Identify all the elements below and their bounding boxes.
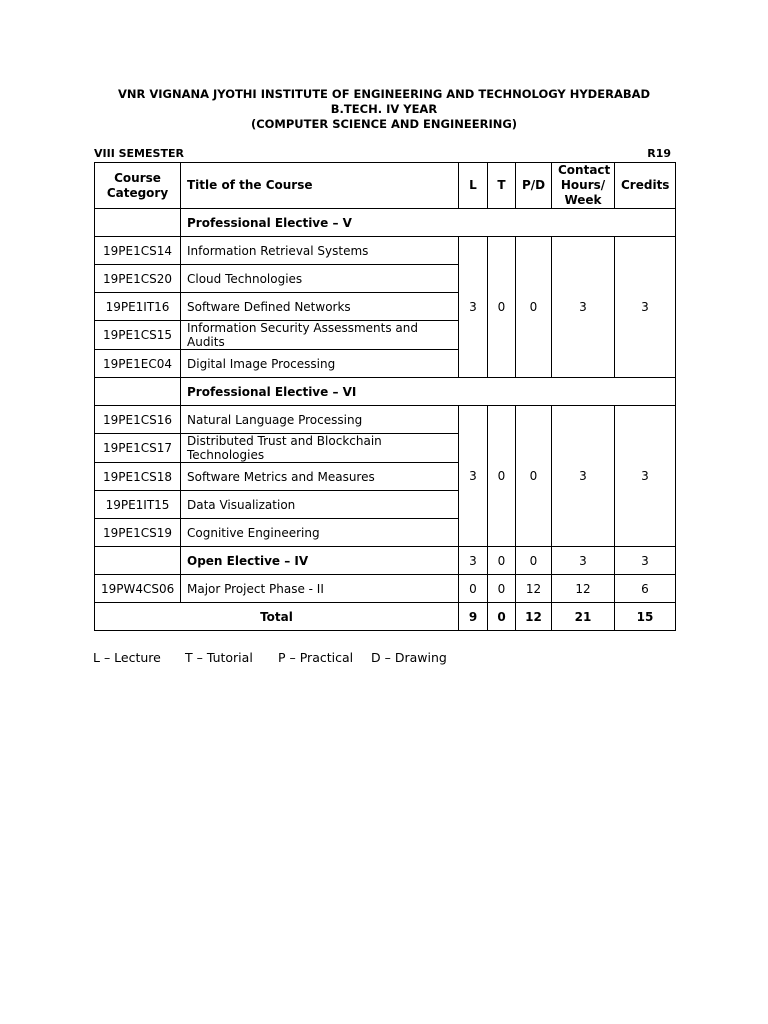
course-title: Information Security Assessments and Audits [181, 321, 459, 350]
course-title: Data Visualization [181, 491, 459, 519]
pe5-t: 0 [488, 237, 516, 378]
header-l: L [459, 163, 488, 209]
project-l: 0 [459, 575, 488, 603]
institute-name: VNR VIGNANA JYOTHI INSTITUTE OF ENGINEERING AND TECHNOLOGY HYDERABAD [117, 87, 651, 101]
pe5-contact-hours: 3 [552, 237, 615, 378]
course-code: 19PE1CS20 [95, 265, 181, 293]
pe6-t: 0 [488, 406, 516, 547]
project-row [95, 575, 676, 603]
table-header-row [95, 163, 676, 209]
pe5-pd: 0 [516, 237, 552, 378]
header-course-title: Title of the Course [181, 163, 459, 209]
open-elective-row [95, 547, 676, 575]
project-credits: 6 [615, 575, 676, 603]
oe4-pd: 0 [516, 547, 552, 575]
total-contact-hours: 21 [552, 603, 615, 631]
course-title: Distributed Trust and Blockchain Technologies [181, 434, 459, 463]
header-contact-hours: Contact Hours/ Week [552, 163, 615, 209]
pe6-credits: 3 [615, 406, 676, 547]
course-title: Natural Language Processing [181, 406, 459, 434]
table-row [95, 406, 676, 434]
course-code: 19PW4CS06 [95, 575, 181, 603]
total-credits: 15 [615, 603, 676, 631]
table-row [95, 237, 676, 265]
oe4-contact-hours: 3 [552, 547, 615, 575]
course-title: Cognitive Engineering [181, 519, 459, 547]
course-code: 19PE1CS16 [95, 406, 181, 434]
project-pd: 12 [516, 575, 552, 603]
regulation-label: R19 [647, 147, 671, 160]
course-title: Digital Image Processing [181, 350, 459, 378]
course-code: 19PE1EC04 [95, 350, 181, 378]
course-code: 19PE1IT15 [95, 491, 181, 519]
course-code: 19PE1CS14 [95, 237, 181, 265]
section-row-pe5 [95, 209, 676, 237]
header-credits: Credits [615, 163, 676, 209]
legend-tutorial: T – Tutorial [185, 650, 253, 665]
project-contact-hours: 12 [552, 575, 615, 603]
course-title: Information Retrieval Systems [181, 237, 459, 265]
pe6-l: 3 [459, 406, 488, 547]
semester-label: VIII SEMESTER [94, 147, 184, 160]
project-t: 0 [488, 575, 516, 603]
total-t: 0 [488, 603, 516, 631]
header-course-category: Course Category [95, 163, 181, 209]
course-title: Software Defined Networks [181, 293, 459, 321]
course-code: 19PE1IT16 [95, 293, 181, 321]
document-header [0, 87, 768, 132]
semester-line [94, 147, 674, 160]
course-title: Major Project Phase - II [181, 575, 459, 603]
course-title: Cloud Technologies [181, 265, 459, 293]
pe6-contact-hours: 3 [552, 406, 615, 547]
course-table [94, 162, 676, 631]
legend-drawing: D – Drawing [371, 650, 447, 665]
total-pd: 12 [516, 603, 552, 631]
total-l: 9 [459, 603, 488, 631]
department-name: (COMPUTER SCIENCE AND ENGINEERING) [250, 117, 518, 131]
course-code: 19PE1CS18 [95, 463, 181, 491]
course-code: 19PE1CS15 [95, 321, 181, 350]
legend-practical: P – Practical [278, 650, 354, 665]
section-row-pe6 [95, 378, 676, 406]
total-row [95, 603, 676, 631]
oe4-credits: 3 [615, 547, 676, 575]
pe6-pd: 0 [516, 406, 552, 547]
total-label: Total [95, 603, 459, 631]
empty-cell [95, 378, 181, 406]
course-title: Software Metrics and Measures [181, 463, 459, 491]
pe5-credits: 3 [615, 237, 676, 378]
legend-lecture: L – Lecture [93, 650, 161, 665]
program-year: B.TECH. IV YEAR [330, 102, 438, 116]
header-pd: P/D [516, 163, 552, 209]
oe4-l: 3 [459, 547, 488, 575]
section-heading-pe5: Professional Elective – V [181, 209, 676, 237]
course-code: 19PE1CS19 [95, 519, 181, 547]
pe5-l: 3 [459, 237, 488, 378]
empty-cell [95, 547, 181, 575]
course-code: 19PE1CS17 [95, 434, 181, 463]
header-t: T [488, 163, 516, 209]
empty-cell [95, 209, 181, 237]
open-elective-title: Open Elective – IV [181, 547, 459, 575]
oe4-t: 0 [488, 547, 516, 575]
section-heading-pe6: Professional Elective – VI [181, 378, 676, 406]
